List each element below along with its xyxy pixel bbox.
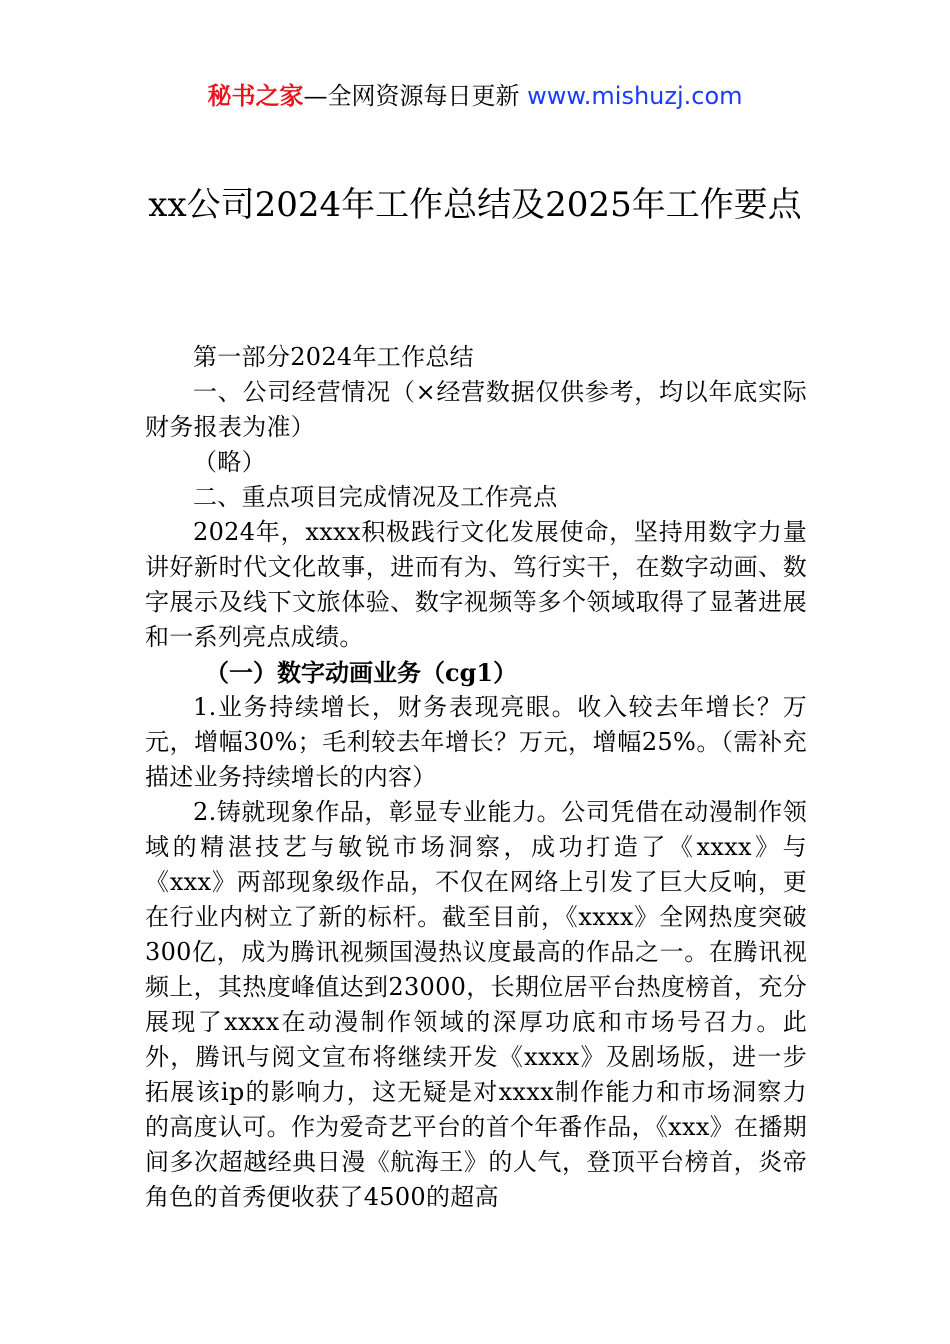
section-heading-part-one: 第一部分2024年工作总结 (193, 343, 474, 371)
site-url-link[interactable]: www.mishuzj.com (527, 82, 743, 110)
subsection-heading-digital-animation: （一）数字动画业务（cg1） (205, 658, 518, 687)
intro-paragraph: 2024年，xxxx积极践行文化发展使命，坚持用数字力量讲好新时代文化故事，进而有为、笃行实干，在数字动画、数字展示及线下文旅体验、数字视频等多个领域取得了显著进展和一系列亮点成绩。 (145, 518, 807, 651)
body-paragraph-growth: 1.业务持续增长，财务表现亮眼。收入较去年增长？万元，增幅30%；毛利较去年增长？万元，增幅25%。（需补充描述业务持续增长的内容） (145, 693, 807, 791)
banner-tagline: —全网资源每日更新 (303, 82, 520, 110)
document-body (145, 340, 807, 1215)
document-title: xx公司2024年工作总结及2025年工作要点 (148, 185, 802, 225)
brand-name: 秘书之家 (207, 81, 304, 110)
body-paragraph-works: 2.铸就现象作品，彰显专业能力。公司凭借在动漫制作领域的精湛技艺与敏锐市场洞察，成功打造了《xxxx》与《xxx》两部现象级作品，不仅在网络上引发了巨大反响，更在行业内树立了新的标杆。截至目前，《xxxx》全网热度突破300亿，成为腾讯视频国漫热议度最高的作品之一。在腾讯视频上，其热度峰值达到23000，长期位居平台热度榜首，充分展现了xxxx在动漫制作领域的深厚功底和市场号召力。此外，腾讯与阅文宣布将继续开发《xxxx》及剧场版，进一步拓展该ip的影响力，这无疑是对xxxx制作能力和市场洞察力的高度认可。作为爱奇艺平台的首个年番作品，《xxx》在播期间多次超越经典日漫《航海王》的人气，登顶平台榜首，炎帝角色的首秀便收获了4500的超高 (145, 798, 807, 1211)
section-heading-key-projects: 二、重点项目完成情况及工作亮点 (193, 483, 558, 511)
site-banner (0, 80, 950, 112)
omitted-note: （略） (193, 448, 266, 476)
section-heading-operations: 一、公司经营情况（×经营数据仅供参考，均以年底实际财务报表为准） (145, 378, 807, 441)
